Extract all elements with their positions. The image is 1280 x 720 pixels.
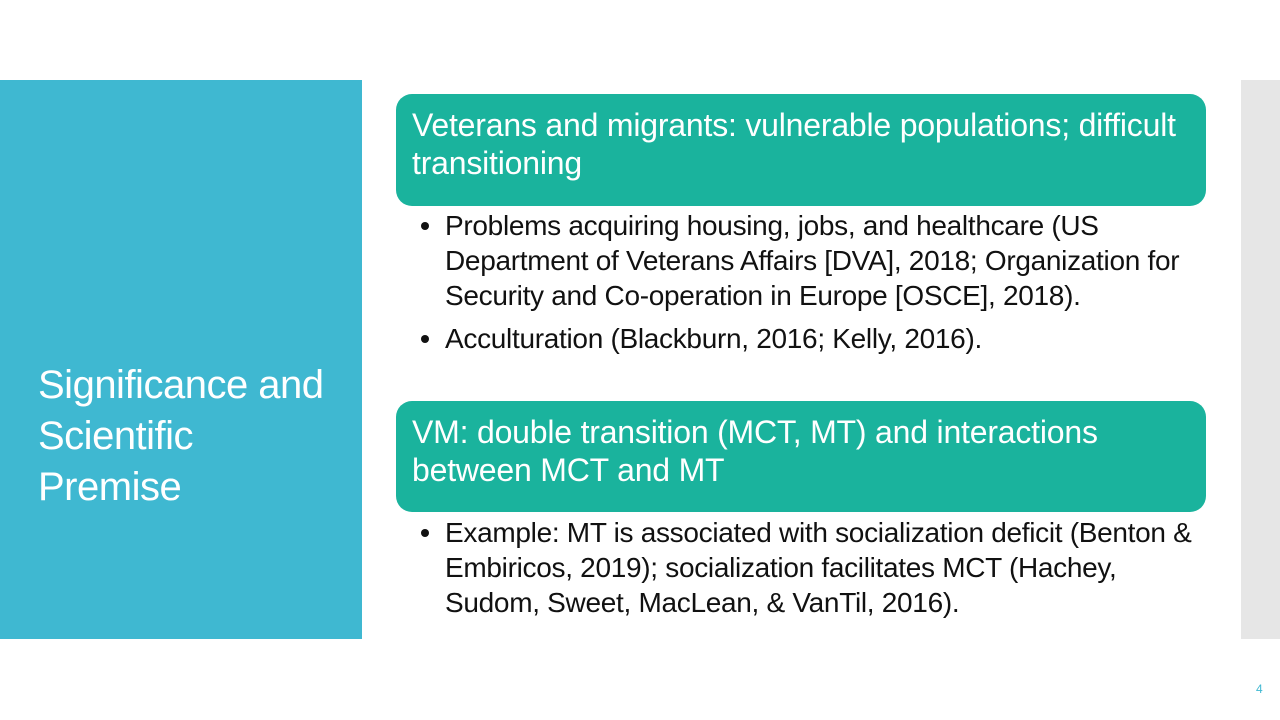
bullet-item: Acculturation (Blackburn, 2016; Kelly, 2016). (418, 321, 1208, 356)
page-number: 4 (1256, 682, 1263, 696)
right-accent-strip (1241, 80, 1280, 639)
slide-title: Significance and Scientific Premise (38, 363, 324, 509)
bullet-list-example (418, 515, 1208, 628)
section-header-double-transition: VM: double transition (MCT, MT) and interactions between MCT and MT (396, 401, 1206, 512)
section-header-vulnerable-populations: Veterans and migrants: vulnerable populations; difficult transitioning (396, 94, 1206, 206)
bullet-list-problems (418, 208, 1208, 364)
bullet-item: Example: MT is associated with socialization deficit (Benton & Embiricos, 2019); socialization facilitates MCT (Hachey, Sudom, Sweet, MacLean, & VanTil, 2016). (418, 515, 1208, 620)
bullet-item: Problems acquiring housing, jobs, and healthcare (US Department of Veterans Affairs [DVA], 2018; Organization for Security and Co-operation in Europe [OSCE], 2018). (418, 208, 1208, 313)
title-panel (0, 80, 362, 639)
